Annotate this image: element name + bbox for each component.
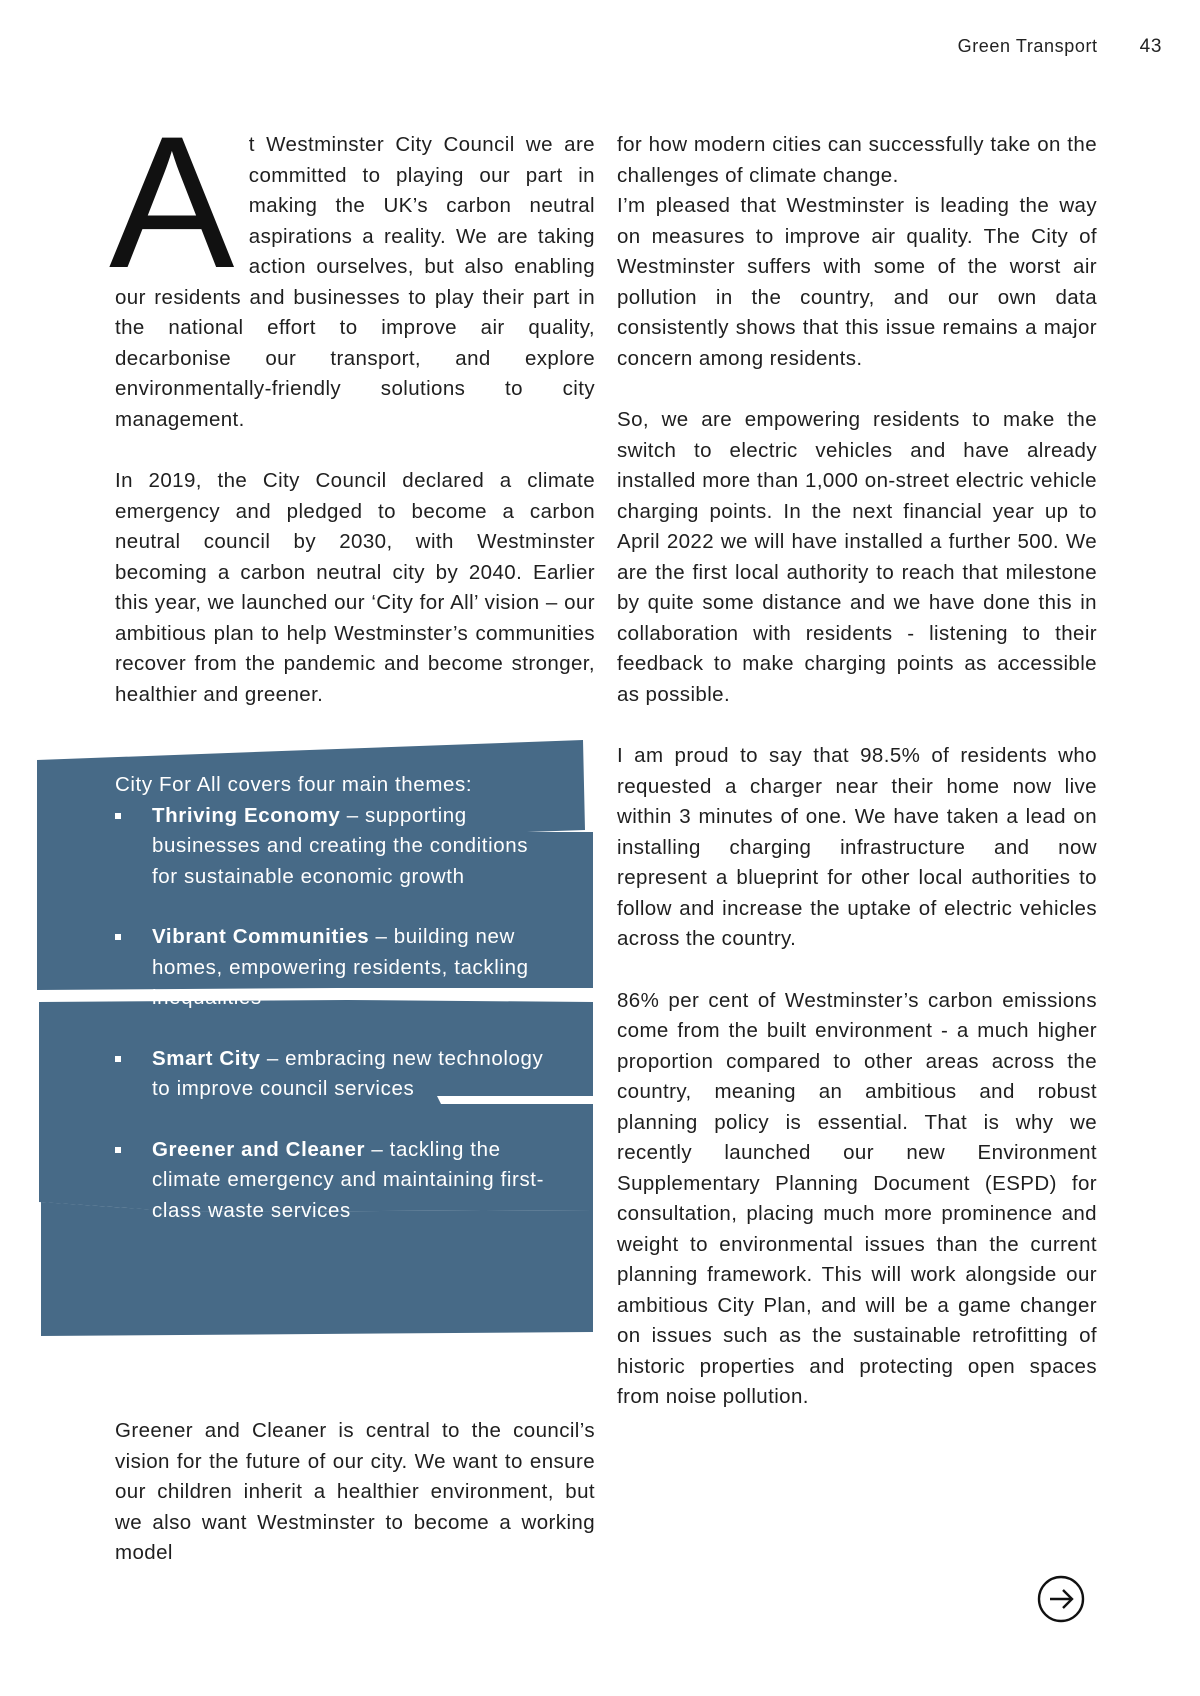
theme-item — [115, 801, 555, 893]
theme-text: – embracing new technology to improve council services — [152, 1046, 544, 1100]
bullet-icon — [115, 1147, 121, 1153]
intro-paragraph — [109, 97, 595, 435]
theme-title: Smart City — [152, 1046, 261, 1070]
charger-access-paragraph: I am proud to say that 98.5% of residents who requested a charger near their home now live within 3 minutes of one. We have taken a lead on installing charging infrastructure and now represent a blueprint for other local authorities to follow and increase the uptake of electric vehicles across the country. — [617, 744, 1097, 950]
arrow-right-circle-icon[interactable] — [1036, 1574, 1086, 1624]
greener-cleaner-paragraph: Greener and Cleaner is central to the council’s vision for the future of our city. We want to ensure our children inherit a healthier environment, but we also want Westminster to become a working model — [115, 1419, 595, 1564]
electric-vehicles-paragraph: So, we are empowering residents to make the switch to electric vehicles and have already installed more than 1,000 on-street electric vehicle charging points. In the next financial year up to April 2022 we will have installed a further 500. We are the first local authority to reach that milestone by quite some distance and we have done this in collaboration with residents - listening to their feedback to make charging points as accessible as possible. — [617, 408, 1097, 706]
themes-intro: City For All covers four main themes: — [115, 773, 473, 796]
section-title: Green Transport — [957, 36, 1098, 56]
theme-text: – tackling the climate emergency and maintaining first-class waste services — [152, 1137, 545, 1222]
modern-cities-paragraph — [617, 130, 1097, 374]
bullet-icon — [115, 934, 121, 940]
theme-text: – supporting businesses and creating the conditions for sustainable economic growth — [152, 803, 529, 888]
theme-item — [115, 1044, 555, 1105]
theme-text: – building new homes, empowering residents, tackling inequalities — [152, 925, 529, 1009]
bullet-icon — [115, 1056, 121, 1062]
themes-panel — [37, 740, 597, 1392]
theme-item — [115, 922, 555, 1014]
drop-cap: A — [109, 97, 235, 307]
theme-title: Vibrant Communities — [152, 925, 370, 948]
themes-content — [115, 770, 555, 1226]
intro-text: t Westminster City Council we are committed to playing our part in making the UK’s carbon neutral aspirations a reality. We are taking action ourselves, but also enabling our residents and businesses to play their part in the national effort to improve air quality, decarbonise our transport, and explore environmentally-friendly solutions to city management. — [115, 133, 595, 431]
page-header — [958, 36, 1162, 58]
theme-item — [115, 1135, 555, 1227]
theme-title: Greener and Cleaner — [152, 1137, 366, 1161]
left-column — [109, 97, 595, 1569]
right-column — [617, 130, 1097, 1413]
page-number: 43 — [1139, 36, 1162, 57]
bullet-icon — [115, 813, 121, 819]
modern-cities-text: for how modern cities can successfully take on the challenges of climate change. — [617, 133, 1097, 187]
theme-title: Thriving Economy — [152, 803, 341, 827]
climate-emergency-paragraph: In 2019, the City Council declared a climate emergency and pledged to become a carbon neutral council by 2030, with Westminster becoming a carbon neutral city by 2040. Earlier this year, we launched our ‘City for All’ vision – our ambitious plan to help Westminster’s communities recover from the pandemic and become stronger, healthier and greener. — [115, 469, 595, 706]
air-quality-text: I’m pleased that Westminster is leading the way on measures to improve air quality. The City of Westminster suffers with some of the worst air pollution in the country, and our own data consistently shows that this issue remains a major concern among residents. — [617, 194, 1097, 370]
carbon-emissions-paragraph: 86% per cent of Westminster’s carbon emissions come from the built environment - a much higher proportion compared to other areas across the country, meaning an ambitious and robust planning policy is essential. That is why we recently launched our new Environment Supplementary Planning Document (ESPD) for consultation, placing much more prominence and weight to environmental issues than the current planning framework. This will work alongside our ambitious City Plan, and will be a game changer on issues such as the sustainable retrofitting of historic properties and protecting open spaces from noise pollution. — [617, 988, 1097, 1408]
